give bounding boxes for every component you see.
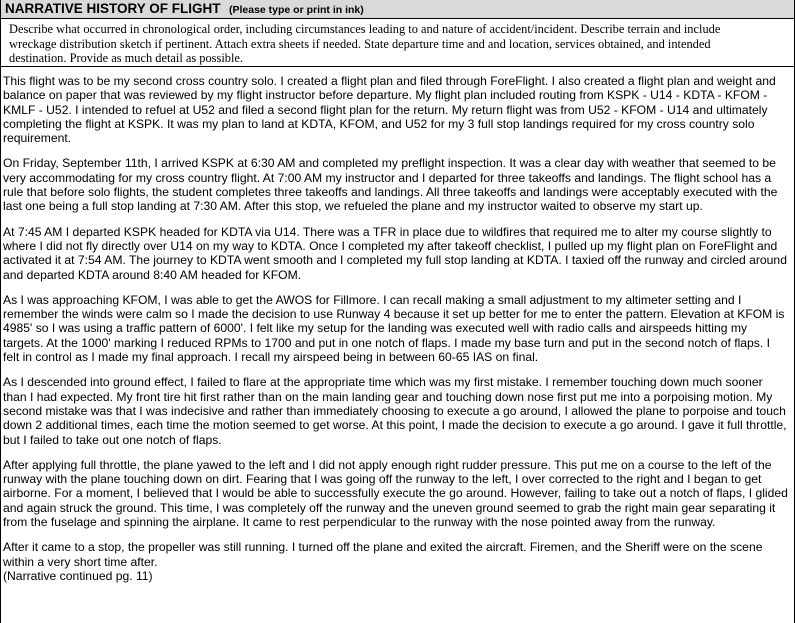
narrative-paragraph: As I descended into ground effect, I failed to flare at the appropriate time which was my first mistake. I remember touching down much sooner than I had expected. My front tire hit first rather than on the main landing gear and touching down nose first put me into a porpoising motion. My second mistake was that I was indecisive and rather than immediately choosing to execute a go around, I allowed the plane to porpoise and touch down 2 additional times, each time the motion seemed to get worse. At this point, I made the decision to execute a go around. I gave it full throttle, but I failed to take out one notch of flaps. — [3, 375, 787, 447]
narrative-paragraph: On Friday, September 11th, I arrived KSPK at 6:30 AM and completed my preflight inspection. It was a clear day with weather that seemed to be very accommodating for my cross country flight. At 7:00 AM my instructor and I departed for three takeoffs and landings. The flight school has a rule that before solo flights, the student completes three takeoffs and landings. All three takeoffs and landings were acceptably executed with the last one being a full stop landing at 7:30 AM. After this stop, we refueled the plane and my instructor waited to observe my start up. — [3, 156, 778, 214]
section-header — [1, 0, 794, 19]
narrative-paragraph: At 7:45 AM I departed KSPK headed for KDTA via U14. There was a TFR in place due to wildfires that required me to alter my course slightly to where I did not fly directly over U14 on my way to KDTA. Once I completed my after takeoff checklist, I pulled up my flight plan on ForeFlight and activated it at 7:54 AM. The journey to KDTA went smooth and I completed my full stop landing at KDTA. I taxied off the runway and circled around and departed KDTA around 8:40 AM headed for KFOM. — [3, 224, 787, 282]
narrative-paragraph: As I was approaching KFOM, I was able to get the AWOS for Fillmore. I can recall making a small adjustment to my altimeter setting and I remember the winds were calm so I made the decision to use Runway 4 because it set up better for me to enter the pattern. Elevation at KFOM is 4985' so I was using a traffic pattern of 6000'. I felt like my setup for the landing was executed well with radio calls and airspeeds hitting my targets. At the 1000' marking I reduced RPMs to 1700 and put in one notch of flaps. I made my base turn and put in the second notch of flaps. I felt in control as I made my final approach. I recall my airspeed being in between 60-65 IAS on final. — [3, 292, 785, 365]
section-subtitle: (Please type or print in ink) — [228, 4, 364, 16]
instructions-text: Describe what occurred in chronological order, including circumstances leading to and nature of accident/incident. Describe terrain and include wreckage distribution sketch if pertinent. Attach extra sheets if needed. State departure time and and location, services obtained, and intended destination. Provide as much detail as possible. — [1, 19, 794, 67]
narrative-paragraph: This flight was to be my second cross country solo. I created a flight plan and filed through ForeFlight. I also created a flight plan and weight and balance on paper that was reviewed by my flight instructor before departure. My flight plan included routing from KSPK - U14 - KDTA - KFOM - KMLF - U52. I intended to refuel at U52 and filed a second flight plan for the return. My return flight was from U52 - KFOM - U14 and ultimately completing the flight at KSPK. It was my plan to land at KDTA, KFOM, and U52 for my 3 full stop landings required for my cross country solo requirement. — [3, 74, 776, 146]
narrative-paragraph: After it came to a stop, the propeller was still running. I turned off the plane and exited the aircraft. Firemen, and the Sheriff were on the scene within a very short time after. — [3, 540, 763, 569]
narrative-paragraph-final — [3, 540, 788, 583]
continuation-note: (Narrative continued pg. 11) — [3, 568, 153, 583]
narrative-body — [1, 67, 794, 583]
narrative-paragraph: After applying full throttle, the plane yawed to the left and I did not apply enough right rudder pressure. This put me on a course to the left of the runway with the plane touching down on dirt. Fearing that I was going off the runway to the left, I over corrected to the right and I began to get airborne. For a moment, I believed that I would be able to successfully execute the go around. However, failing to take out a notch of flaps, I glided and again struck the ground. This time, I was completely off the runway and the uneven ground seemed to grab the right main gear separating it from the fuselage and spinning the airplane. It came to rest perpendicular to the runway with the nose pointed away from the runway. — [3, 457, 788, 530]
section-title: NARRATIVE HISTORY OF FLIGHT — [5, 1, 221, 16]
